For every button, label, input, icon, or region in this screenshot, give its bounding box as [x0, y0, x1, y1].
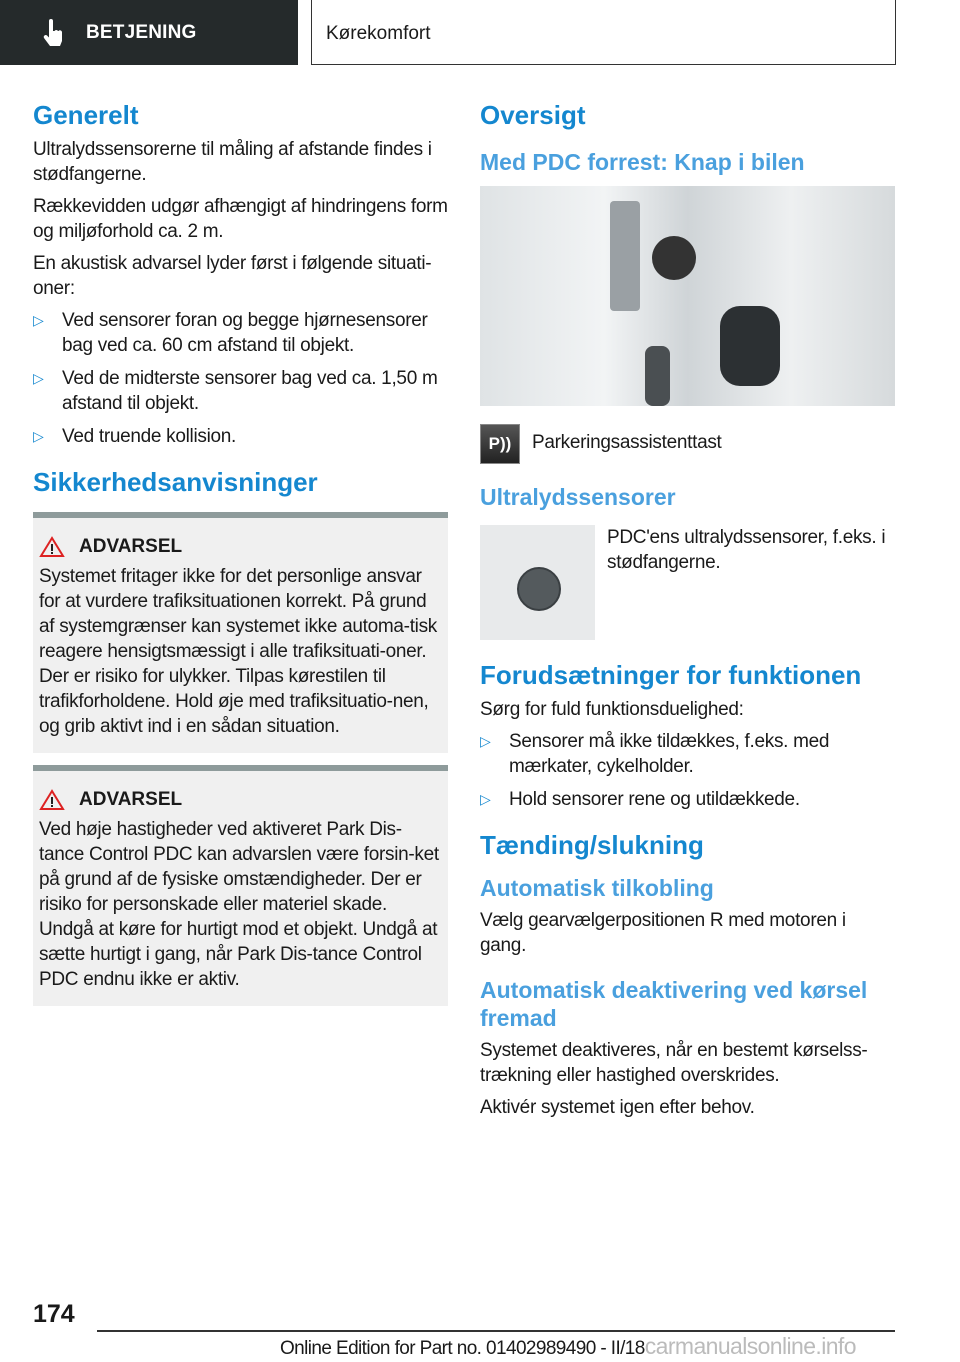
- section-title: BETJENING: [86, 21, 197, 43]
- triangle-bullet-icon: ▷: [33, 428, 44, 444]
- triangle-bullet-icon: ▷: [33, 312, 44, 328]
- hand-pointer-icon: [40, 19, 66, 47]
- page-number: 174: [33, 1300, 75, 1328]
- sensor-block: [480, 525, 895, 640]
- button-caption: Parkeringsassistenttast: [532, 432, 722, 453]
- list-item: ▷ Ved de midterste sensorer bag ved ca. 1,50 m afstand til objekt.: [33, 368, 438, 414]
- subheading-sensors: Ultralydssensorer: [480, 484, 676, 510]
- paragraph: Ultralydssensorerne til måling af afstande findes i stødfangerne.: [33, 139, 432, 185]
- triangle-bullet-icon: ▷: [480, 791, 491, 807]
- subheading-pdc-button: Med PDC forrest: Knap i bilen: [480, 149, 805, 175]
- watermark: carmanualsonline.info: [644, 1333, 856, 1359]
- list-item: ▷ Hold sensorer rene og utildækkede.: [480, 789, 800, 810]
- left-column: [33, 100, 448, 1018]
- warning-box: ADVARSEL Systemet fritager ikke for det personlige ansvar for at vurdere trafiksituationen korrekt. På grund af systemgrænser kan systemet ikke automa‐tisk reagere hensigtsmæssigt i alle trafiksituati‐oner. Der er risiko for ulykker. Tilpas kørestilen til trafikforholdene. Hold øje med trafiksituatio‐nen, og grib aktivt ind i en sådan situation.: [33, 512, 448, 753]
- warning-text: Systemet fritager ikke for det personlige ansvar for at vurdere trafiksituationen korrekt. På grund af systemgrænser kan systemet ikke automa‐tisk reagere hensigtsmæssigt i alle trafiksituati‐oner. Der er risiko for ulykker. Tilpas kørestilen til trafikforholdene. Hold øje med trafiksituatio‐nen, og grib aktivt ind i en sådan situation.: [39, 566, 438, 737]
- subheading-auto-off: Automatisk deaktivering ved kørsel fremad: [480, 977, 868, 1031]
- paragraph: Sørg for fuld funktionsduelighed:: [480, 699, 744, 720]
- chapter-header: [311, 0, 896, 65]
- heading-generelt: Generelt: [33, 100, 139, 130]
- warning-triangle-icon: [39, 536, 65, 558]
- pdc-button-legend: [480, 424, 895, 464]
- edition-text: Online Edition for Part no. 01402989490 - II/18: [280, 1338, 645, 1359]
- bullet-list: [480, 729, 895, 812]
- triangle-bullet-icon: ▷: [480, 733, 491, 749]
- section-header: [0, 0, 298, 65]
- center-console-photo: [480, 186, 895, 406]
- parking-assistant-button-icon: P )): [480, 424, 520, 464]
- list-item: ▷ Sensorer må ikke tildækkes, f.eks. med mærkater, cykelholder.: [480, 731, 830, 777]
- paragraph: En akustisk advarsel lyder først i følgende situati‐oner:: [33, 253, 432, 299]
- heading-prerequisites: Forudsætninger for funktionen: [480, 660, 862, 690]
- right-column: [480, 100, 895, 1127]
- warning-text: Ved høje hastigheder ved aktiveret Park Dis‐tance Control PDC kan advarslen være forsin‐ket på grund af de fysiske omstændigheder. Der er risiko for personskade eller materiel skade. Undgå at køre for hurtigt mod et objekt. Undgå at sætte hurtigt i gang, når Park Dis‐tance Control PDC endnu ikke er aktiv.: [39, 819, 439, 990]
- heading-on-off: Tænding/slukning: [480, 830, 704, 860]
- warning-box: ADVARSEL Ved høje hastigheder ved aktiveret Park Dis‐tance Control PDC kan advarslen være forsin‐ket på grund af de fysiske omstændigheder. Der er risiko for personskade eller materiel skade. Undgå at køre for hurtigt mod et objekt. Undgå at sætte hurtigt i gang, når Park Dis‐tance Control PDC endnu ikke er aktiv.: [33, 765, 448, 1006]
- list-item: ▷ Ved truende kollision.: [33, 426, 237, 447]
- heading-oversigt: Oversigt: [480, 100, 586, 130]
- paragraph: Vælg gearvælgerpositionen R med motoren i gang.: [480, 910, 846, 956]
- paragraph: Rækkevidden udgør afhængigt af hindringens form og miljøforhold ca. 2 m.: [33, 196, 448, 242]
- ultrasonic-sensor-image: [480, 525, 595, 640]
- bullet-list: [33, 308, 448, 449]
- warning-triangle-icon: [39, 789, 65, 811]
- footer: [280, 1333, 856, 1360]
- paragraph: PDC'ens ultralydssensorer, f.eks. i stødfangerne.: [607, 527, 886, 573]
- heading-safety: Sikkerhedsanvisninger: [33, 467, 318, 497]
- chapter-title: Kørekomfort: [326, 23, 431, 44]
- subheading-auto-on: Automatisk tilkobling: [480, 875, 714, 901]
- triangle-bullet-icon: ▷: [33, 370, 44, 386]
- paragraph: Systemet deaktiveres, når en bestemt kørselss‐trækning eller hastighed overskrides.: [480, 1040, 868, 1086]
- list-item: ▷ Ved sensorer foran og begge hjørnesensorer bag ved ca. 60 cm afstand til objekt.: [33, 310, 428, 356]
- paragraph: Aktivér systemet igen efter behov.: [480, 1097, 755, 1118]
- footer-divider: [97, 1330, 895, 1332]
